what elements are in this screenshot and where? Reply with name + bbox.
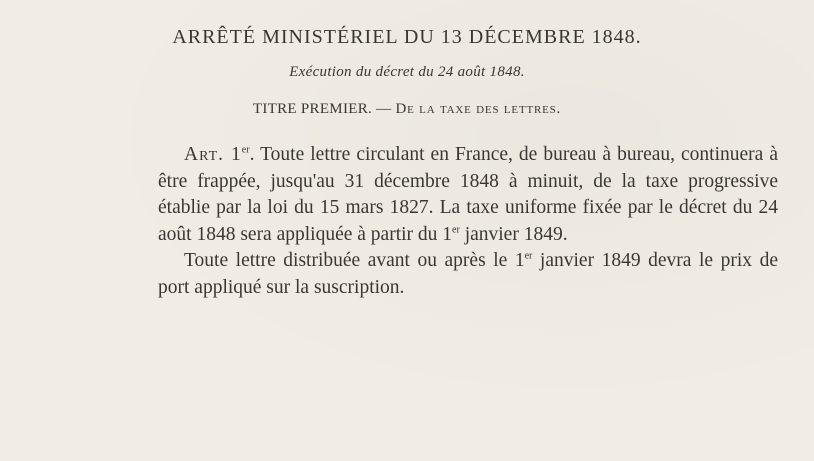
article-date-num: 1: [442, 223, 453, 245]
section-prefix: TITRE PREMIER. —: [252, 101, 396, 117]
article-body: [158, 142, 778, 301]
article-paragraph-2-end: janvier 1849 devra le prix de port appliqué sur la suscription.: [158, 250, 778, 298]
article-paragraph-2-date-sup: er: [524, 250, 533, 262]
article-date-sup: er: [452, 224, 460, 235]
article-paragraph-1-end: janvier 1849.: [459, 223, 568, 245]
article-paragraph-2-date-num: 1: [514, 250, 525, 271]
article-paragraph-1: [158, 142, 778, 248]
article-label: Art. 1: [184, 144, 242, 165]
decree-subtitle-text: Exécution du décret du 24 août 1848.: [289, 64, 525, 80]
article-paragraph-2: [158, 248, 778, 301]
article-paragraph-2-start: Toute lettre distribuée avant ou après le: [184, 250, 515, 271]
section-heading: [0, 101, 814, 118]
article-label-sup: er: [241, 144, 250, 156]
decree-title: ARRÊTÉ MINISTÉRIEL DU 13 DÉCEMBRE 1848.: [172, 26, 642, 48]
article-paragraph-1-text: . Toute lettre circulant en France, de bureau à bureau, continuera à être frappée, jusqu'au 31 décembre 1848 à minuit, de la taxe progressive établie par la loi du 15 mars 1827. La taxe uniforme fixée par le décret du 24 août 1848 sera appliquée à partir du: [158, 144, 778, 245]
decree-subtitle: [0, 64, 814, 81]
section-name: De la taxe des lettres.: [395, 101, 562, 117]
